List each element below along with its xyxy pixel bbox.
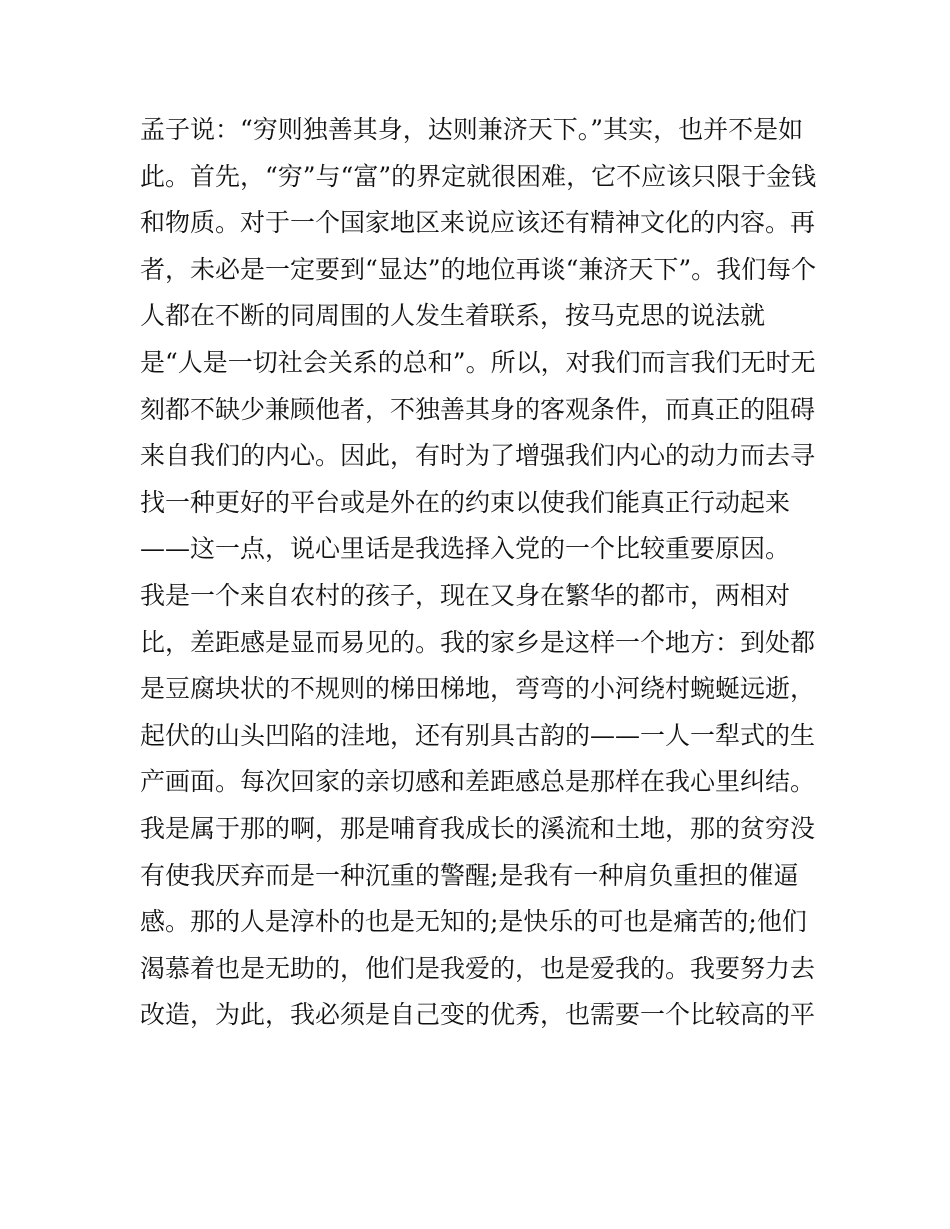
- text-line: 产画面。每次回家的亲切感和差距感总是那样在我心里纠结。: [140, 767, 816, 797]
- text-line: 比，差距感是显而易见的。我的家乡是这样一个地方：到处都: [140, 627, 816, 657]
- text-line: 感。那的人是淳朴的也是无知的;是快乐的可也是痛苦的;他们: [140, 907, 807, 937]
- text-line: 来自我们的内心。因此，有时为了增强我们内心的动力而去寻: [140, 441, 816, 471]
- text-line: 有使我厌弃而是一种沉重的警醒;是我有一种肩负重担的催逼: [140, 860, 799, 890]
- text-line: 找一种更好的平台或是外在的约束以使我们能真正行动起来: [140, 487, 791, 517]
- text-line: 起伏的山头凹陷的洼地，还有别具古韵的——一人一犁式的生: [140, 720, 816, 750]
- text-line: 此。首先，“穷”与“富”的界定就很困难，它不应该只限于金钱: [140, 161, 817, 191]
- text-line: 是“人是一切社会关系的总和”。所以，对我们而言我们无时无: [140, 347, 816, 377]
- text-line: 是豆腐块状的不规则的梯田梯地，弯弯的小河绕村蜿蜒远逝，: [140, 674, 816, 704]
- text-line: 我是一个来自农村的孩子，现在又身在繁华的都市，两相对: [140, 580, 791, 610]
- text-line: 改造，为此，我必须是自己变的优秀，也需要一个比较高的平: [140, 1000, 816, 1030]
- text-line: 孟子说：“穷则独善其身，达则兼济天下。”其实，也并不是如: [140, 115, 804, 144]
- body-text: [140, 107, 830, 1039]
- text-line: 我是属于那的啊，那是哺育我成长的溪流和土地，那的贫穷没: [140, 813, 816, 843]
- text-line: ——这一点，说心里话是我选择入党的一个比较重要原因。: [140, 534, 791, 564]
- text-line: 者，未必是一定要到“显达”的地位再谈“兼济天下”。我们每个: [140, 254, 817, 284]
- text-line: 渴慕着也是无助的，他们是我爱的，也是爱我的。我要努力去: [140, 953, 816, 983]
- text-line: 人都在不断的同周围的人发生着联系，按马克思的说法就: [140, 301, 766, 331]
- text-line: 刻都不缺少兼顾他者，不独善其身的客观条件，而真正的阻碍: [140, 394, 816, 424]
- text-line: 和物质。对于一个国家地区来说应该还有精神文化的内容。再: [140, 208, 816, 238]
